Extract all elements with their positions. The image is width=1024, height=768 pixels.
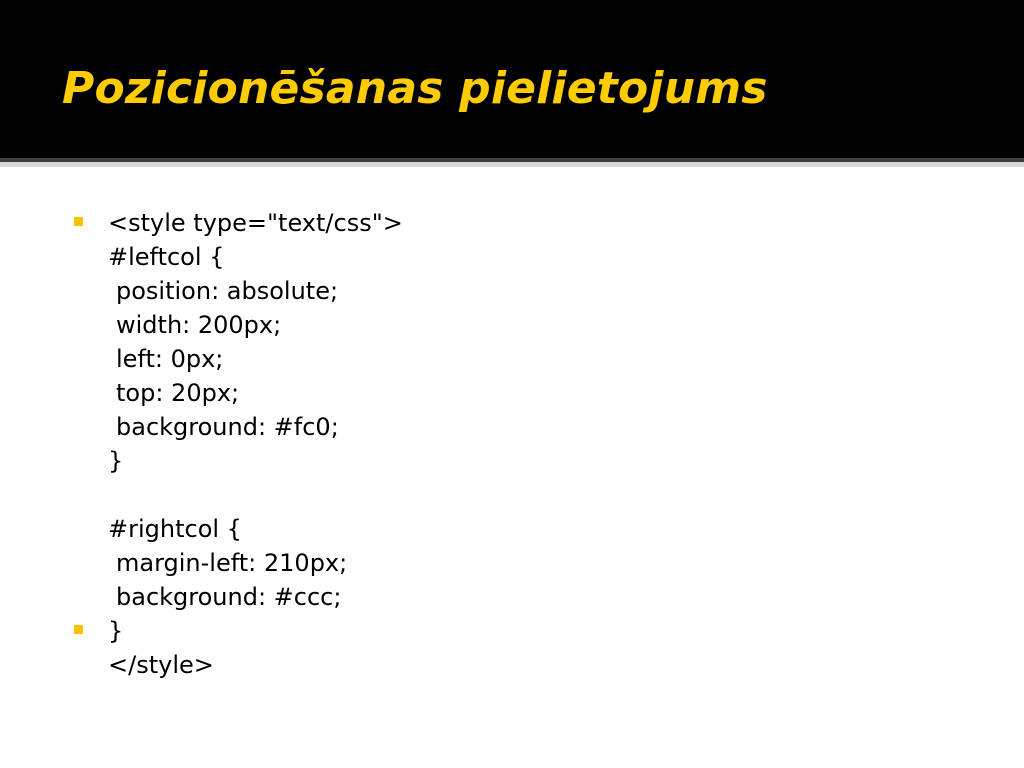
code-line: } — [108, 617, 124, 645]
slide-body — [74, 206, 974, 682]
title-bar — [0, 0, 1024, 158]
title-divider-shadow — [0, 162, 1024, 167]
code-line: left: 0px; — [116, 345, 224, 373]
code-line-blank — [108, 478, 974, 512]
code-line: width: 200px; — [116, 311, 282, 339]
bullet-item-1 — [74, 206, 974, 614]
code-line: #rightcol { — [108, 515, 242, 543]
code-line: top: 20px; — [116, 379, 240, 407]
code-line: <style type="text/css"> — [108, 209, 403, 237]
code-line: background: #fc0; — [116, 413, 339, 441]
bullet-item-2 — [74, 614, 974, 682]
code-line: margin-left: 210px; — [116, 549, 348, 577]
slide-title: Pozicionēšanas pielietojums — [62, 63, 768, 114]
bullet-square-icon — [74, 217, 83, 226]
code-line: } — [108, 447, 124, 475]
bullet-square-icon — [74, 625, 83, 634]
code-line: background: #ccc; — [116, 583, 342, 611]
code-line: #leftcol { — [108, 243, 225, 271]
code-line: </style> — [108, 651, 214, 679]
code-line: position: absolute; — [116, 277, 339, 305]
